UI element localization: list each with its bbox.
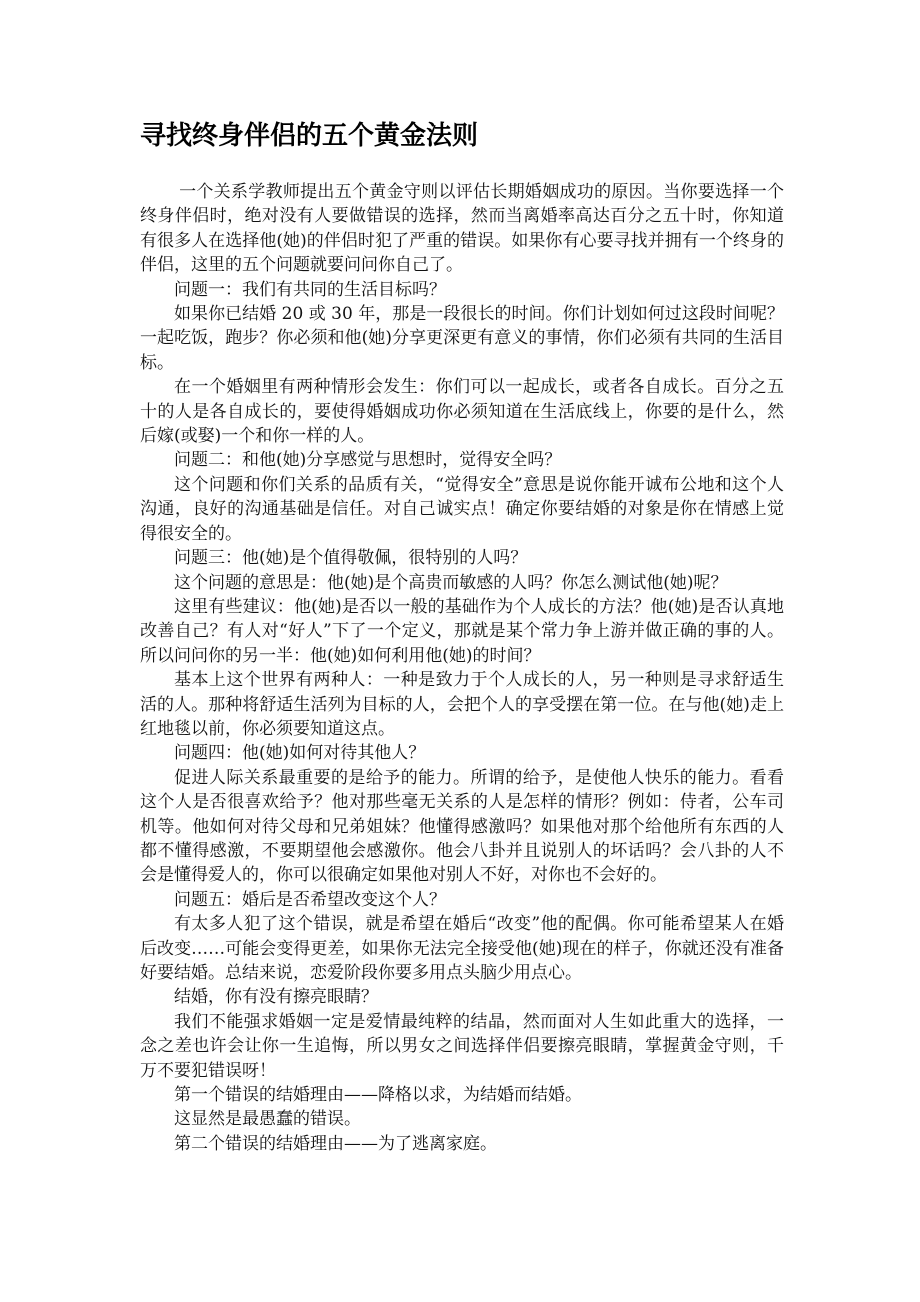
paragraph: 促进人际关系最重要的是给予的能力。所谓的给予，是使他人快乐的能力。看看这个人是否很喜欢给予？他对那些毫无关系的人是怎样的情形？例如：侍者，公车司机等。他如何对待父母和兄弟姐妹？他懂得感激吗？如果他对那个给他所有东西的人都不懂得感激，不要期望他会感激你。他会八卦并且说别人的坏话吗？会八卦的人不会是懂得爱人的，你可以很确定如果他对别人不好，对你也不会好的。 [140,767,784,886]
paragraph: 这个问题的意思是：他(她)是个高贵而敏感的人吗？你怎么测试他(她)呢？ [174,572,728,593]
paragraph: 我们不能强求婚姻一定是爱情最纯粹的结晶，然而面对人生如此重大的选择，一念之差也许会让你一生追悔，所以男女之间选择伴侣要擦亮眼睛，掌握黄金守则，千万不要犯错误呀！ [140,1011,784,1081]
page-title: 寻找终身伴侣的五个黄金法则 [140,121,479,151]
section-heading: 结婚，你有没有擦亮眼睛？ [174,987,378,1008]
question-two-heading: 问题二：和他(她)分享感觉与思想时，觉得安全吗？ [174,450,562,471]
paragraph: 这显然是最愚蠢的错误。 [174,1109,361,1130]
question-five-heading: 问题五：婚后是否希望改变这个人？ [174,889,446,910]
paragraph: 第一个错误的结婚理由——降格以求，为结婚而结婚。 [174,1085,582,1106]
paragraph: 这里有些建议：他(她)是否以一般的基础作为个人成长的方法？他(她)是否认真地改善自己？有人对“好人”下了一个定义，那就是某个常力争上游并做正确的事的人。所以问问你的另一半：他(她)如何利用他(她)的时间？ [140,596,784,666]
paragraph: 基本上这个世界有两种人：一种是致力于个人成长的人，另一种则是寻求舒适生活的人。那种将舒适生活列为目标的人，会把个人的享受摆在第一位。在与他(她)走上红地毯以前，你必须要知道这点。 [140,670,784,739]
question-one-heading: 问题一：我们有共同的生活目标吗？ [174,279,446,300]
question-four-heading: 问题四：他(她)如何对待其他人？ [174,743,426,764]
intro-paragraph: 一个关系学教师提出五个黄金守则以评估长期婚姻成功的原因。当你要选择一个终身伴侣时，绝对没有人要做错误的选择，然而当离婚率高达百分之五十时，你知道有很多人在选择他(她)的伴侣时犯了严重的错误。如果你有心要寻找并拥有一个终身的伴侣，这里的五个问题就要问问你自己了。 [140,182,784,276]
paragraph: 第二个错误的结婚理由——为了逃离家庭。 [174,1133,497,1154]
question-three-heading: 问题三：他(她)是个值得敬佩，很特别的人吗？ [174,548,528,569]
article-body [140,180,784,1156]
paragraph: 如果你已结婚 20 或 30 年，那是一段很长的时间。你们计划如何过这段时间呢？一起吃饭，跑步？你必须和他(她)分享更深更有意义的事情，你们必须有共同的生活目标。 [140,304,784,373]
paragraph: 在一个婚姻里有两种情形会发生：你们可以一起成长，或者各自成长。百分之五十的人是各自成长的，要使得婚姻成功你必须知道在生活底线上，你要的是什么，然后嫁(或娶)一个和你一样的人。 [140,377,784,447]
paragraph: 有太多人犯了这个错误，就是希望在婚后“改变”他的配偶。你可能希望某人在婚后改变……可能会变得更差，如果你无法完全接受他(她)现在的样子，你就还没有准备好要结婚。总结来说，恋爱阶段你要多用点头脑少用点心。 [140,914,784,983]
paragraph: 这个问题和你们关系的品质有关，“觉得安全”意思是说你能开诚布公地和这个人沟通，良好的沟通基础是信任。对自己诚实点！确定你要结婚的对象是你在情感上觉得很安全的。 [140,474,784,544]
